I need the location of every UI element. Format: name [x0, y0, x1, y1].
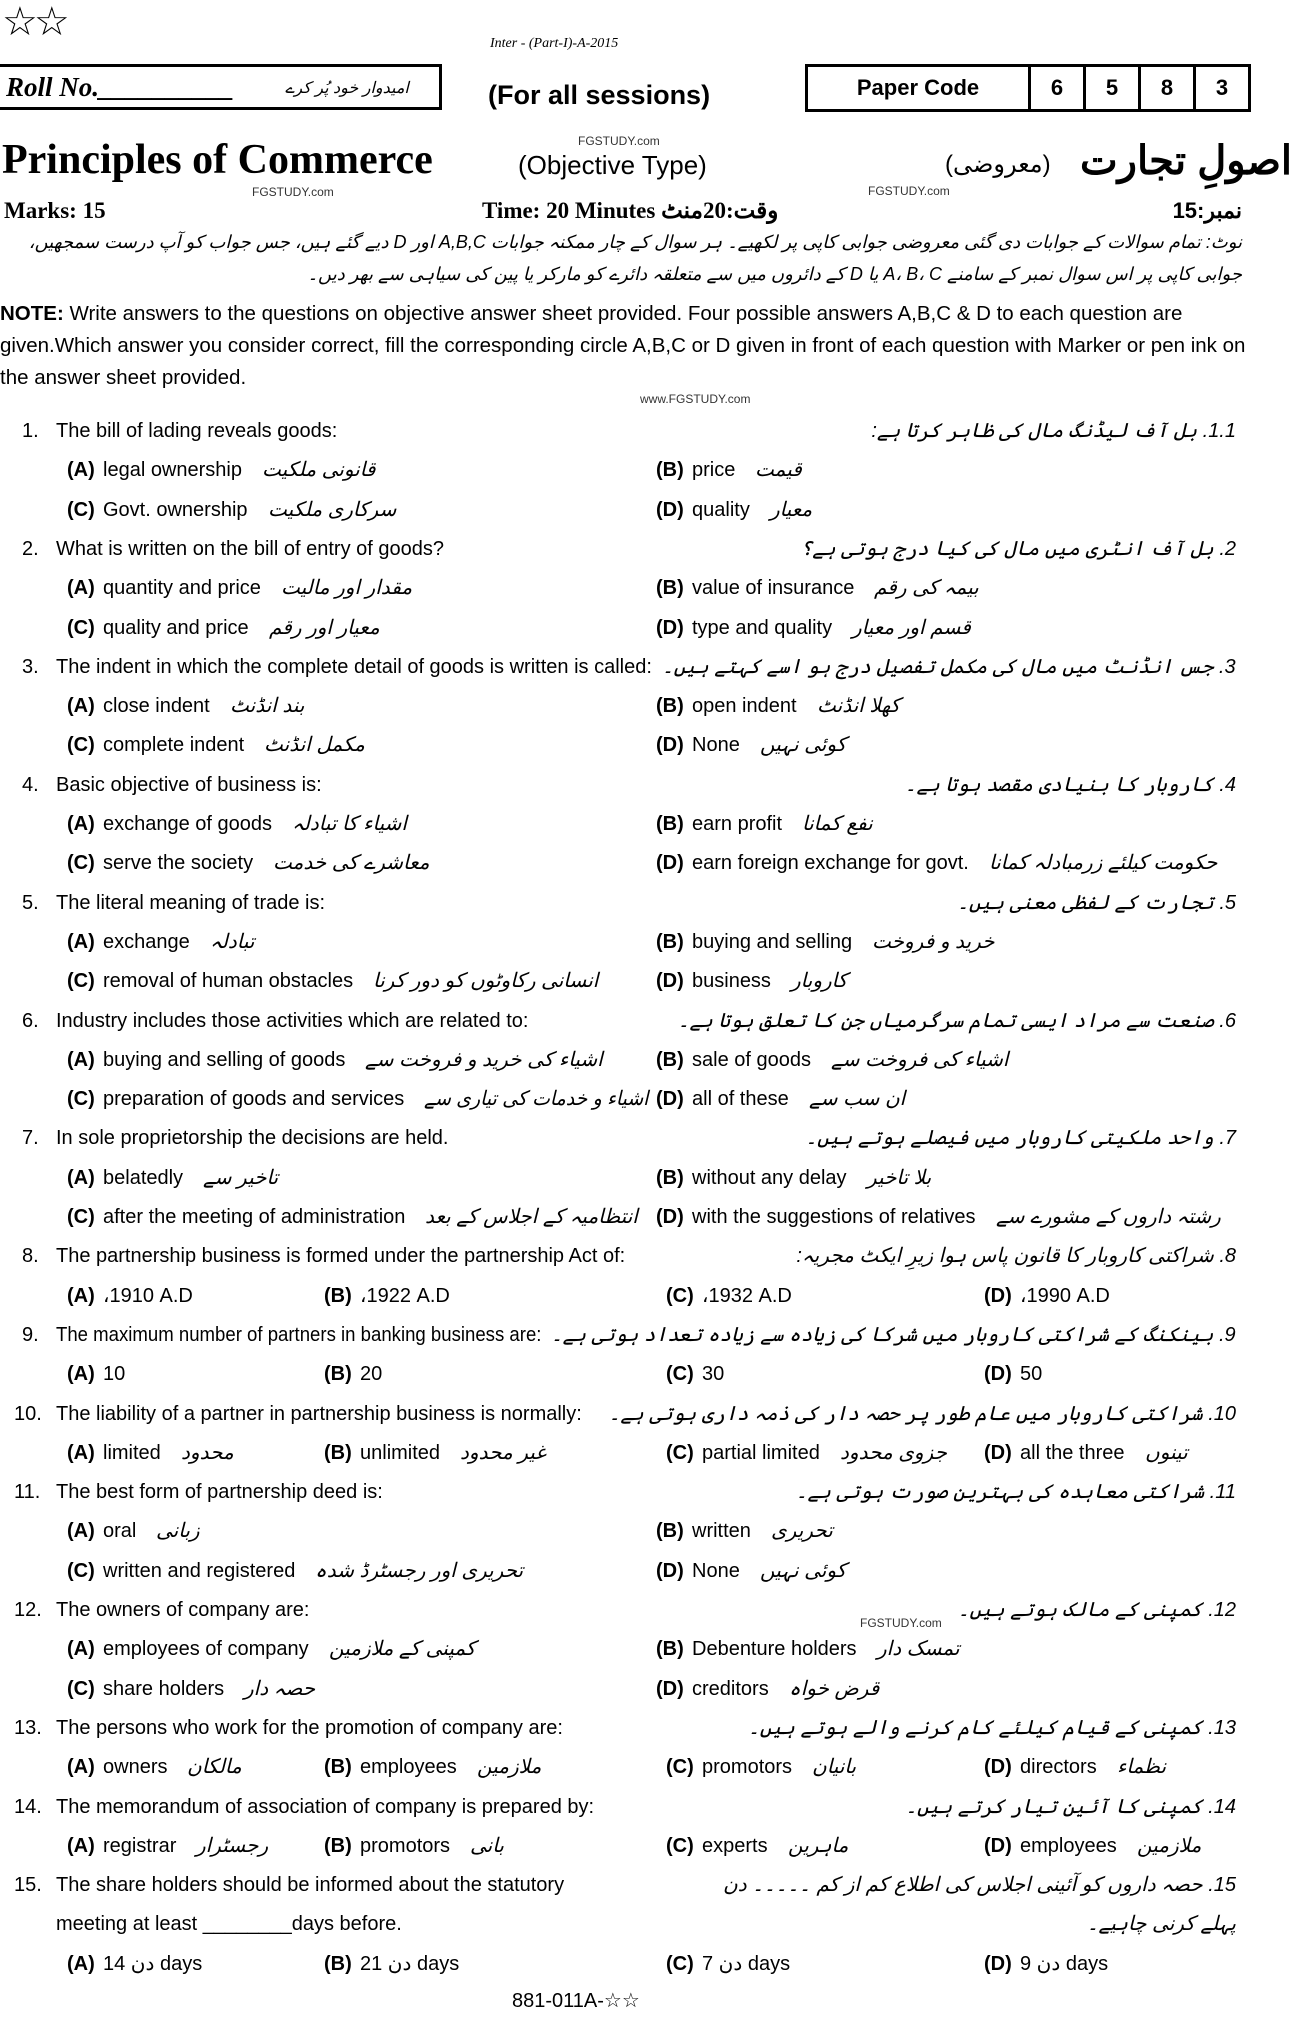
- question-line: [0, 766, 1250, 805]
- option-label[interactable]: (B): [656, 695, 684, 718]
- question-number: 15.: [14, 1874, 42, 1897]
- marks: Marks: 15: [4, 198, 106, 223]
- marks-urdu: نمبر:15: [1172, 198, 1242, 223]
- question-line: [0, 1827, 1250, 1866]
- question-text: Industry includes those activities which are related to:: [56, 1009, 529, 1032]
- option-label[interactable]: (C): [67, 1559, 95, 1582]
- option-text-urdu: مالکان: [187, 1756, 242, 1779]
- option-text-urdu: ماہرین: [788, 1834, 849, 1857]
- question-number: 14.: [14, 1795, 42, 1818]
- option-text[interactable]: serve the society: [103, 852, 254, 875]
- question-line: [0, 1198, 1250, 1237]
- question-text-urdu: 6. صنعت سے مراد ایسی تمام سرگرمیاں جن کا تعلق ہوتا ہے۔: [677, 1009, 1236, 1032]
- question-text: The owners of company are:: [56, 1599, 310, 1621]
- option-text[interactable]: removal of human obstacles: [103, 970, 354, 993]
- option-text[interactable]: دن 21 days: [360, 1952, 460, 1975]
- option-text[interactable]: buying and selling of goods: [103, 1048, 346, 1071]
- option-text[interactable]: directors: [1020, 1756, 1097, 1779]
- question-text: The bill of lading reveals goods:: [56, 420, 338, 442]
- question-number: 11.: [14, 1481, 41, 1504]
- option-label[interactable]: (B): [656, 930, 684, 953]
- question-number: 4.: [22, 773, 39, 796]
- option-label[interactable]: (D): [984, 1952, 1012, 1975]
- option-text[interactable]: ،1990 A.D: [1020, 1284, 1110, 1307]
- option-label[interactable]: (A): [67, 577, 95, 600]
- option-text[interactable]: limited: [103, 1441, 161, 1464]
- option-label[interactable]: (C): [666, 1441, 694, 1464]
- question-number: 6.: [22, 1009, 39, 1032]
- option-text[interactable]: quality: [692, 498, 750, 521]
- option-label[interactable]: (B): [656, 1166, 684, 1189]
- option-label[interactable]: (A): [67, 695, 95, 718]
- question-text: In sole proprietorship the decisions are held.: [56, 1127, 449, 1150]
- question-number: 12.: [14, 1599, 42, 1621]
- option-text[interactable]: 10: [103, 1363, 126, 1386]
- paper-code-digit: 8: [1141, 67, 1196, 109]
- option-label[interactable]: (A): [67, 1166, 95, 1189]
- option-label[interactable]: (B): [656, 1520, 684, 1543]
- option-text-urdu: تحریری: [771, 1520, 833, 1543]
- option-text[interactable]: preparation of goods and services: [103, 1088, 405, 1111]
- instructions: [0, 298, 1248, 394]
- question-text: The memorandum of association of company is prepared by:: [56, 1795, 595, 1818]
- option-text[interactable]: quality and price: [103, 616, 249, 639]
- option-label[interactable]: (D): [656, 1206, 684, 1228]
- option-text-urdu: اشیاء و خدمات کی تیاری سے: [424, 1088, 649, 1111]
- option-text[interactable]: complete indent: [103, 734, 245, 757]
- option-label[interactable]: (B): [656, 577, 684, 600]
- option-text[interactable]: legal ownership: [103, 459, 242, 482]
- option-label[interactable]: (C): [67, 616, 95, 639]
- question-text: The share holders should be informed about the statutory: [56, 1874, 565, 1897]
- paper-code-label: Paper Code: [808, 67, 1031, 109]
- option-label[interactable]: (D): [656, 498, 684, 521]
- question-line: [0, 726, 1250, 765]
- option-text[interactable]: close indent: [103, 695, 210, 718]
- question-line: [0, 1945, 1250, 1984]
- option-label[interactable]: (D): [656, 970, 684, 993]
- option-label[interactable]: (C): [666, 1284, 694, 1307]
- option-text-urdu: حکومت کیلئے زرمبادلہ کمانا: [989, 852, 1218, 875]
- option-text[interactable]: promotors: [702, 1756, 793, 1779]
- question-line: [0, 1119, 1250, 1158]
- option-label[interactable]: (B): [324, 1834, 352, 1857]
- option-text[interactable]: written and registered: [103, 1559, 296, 1582]
- option-label[interactable]: (A): [67, 1048, 95, 1071]
- option-text[interactable]: share holders: [103, 1677, 225, 1700]
- option-text-urdu: معیار: [770, 498, 813, 521]
- option-text-urdu: مکمل انڈنٹ: [264, 734, 365, 757]
- option-text[interactable]: belatedly: [103, 1166, 184, 1189]
- option-label[interactable]: (C): [67, 734, 95, 757]
- question-text-urdu: 11. شراکتی معاہدہ کی بہترین صورت ہوتی ہے۔: [795, 1481, 1236, 1504]
- question-line: [0, 1552, 1250, 1591]
- option-text[interactable]: 20: [360, 1363, 383, 1386]
- option-text-urdu: قانونی ملکیت: [262, 459, 376, 482]
- paper-code-digit: 3: [1196, 67, 1251, 109]
- option-label[interactable]: (D): [984, 1441, 1012, 1464]
- question-line: [0, 687, 1250, 726]
- question-number: 9.: [22, 1323, 39, 1346]
- option-label[interactable]: (A): [67, 1284, 95, 1307]
- question-line: [0, 1277, 1250, 1316]
- paper-code-digit: 6: [1031, 67, 1086, 109]
- question-text-urdu: 8. شراکتی کاروبار کا قانون پاس ہوا زیرِ ایکٹ مجریہ:: [796, 1245, 1236, 1268]
- option-text-urdu: تحریری اور رجسٹرڈ شدہ: [315, 1559, 524, 1582]
- question-text-urdu: 13. کمپنی کے قیام کیلئے کام کرنے والے ہوتے ہیں۔: [748, 1716, 1236, 1739]
- option-text-urdu: حصہ دار: [244, 1677, 316, 1700]
- question-number: 13.: [14, 1716, 42, 1739]
- option-text[interactable]: price: [692, 459, 736, 482]
- option-label[interactable]: (C): [67, 1677, 95, 1700]
- option-text[interactable]: ،1922 A.D: [360, 1284, 450, 1307]
- time-allowed: Time: 20 Minutes وقت:20منٹ: [482, 198, 779, 223]
- option-label[interactable]: (A): [67, 1363, 95, 1386]
- option-text-urdu: رجسٹرار: [196, 1834, 269, 1857]
- option-label[interactable]: (A): [67, 459, 95, 482]
- option-text-urdu: تبادلہ: [210, 930, 255, 953]
- question-line: [0, 1630, 1250, 1669]
- question-text-cont: meeting at least ________days before.: [56, 1913, 402, 1936]
- option-label[interactable]: (B): [324, 1441, 352, 1464]
- question-text-urdu: 10. شراکتی کاروبار میں عام طور پر حصہ دار کی ذمہ داری ہوتی ہے۔: [608, 1402, 1236, 1425]
- option-text-urdu: رشتہ داروں کے مشورے سے: [996, 1206, 1221, 1228]
- option-label[interactable]: (B): [656, 813, 684, 835]
- option-text-urdu: بیمہ کی رقم: [874, 577, 979, 600]
- option-text[interactable]: employees: [1020, 1834, 1117, 1857]
- question-text-urdu: 1.1. بل آف لیڈنگ مال کی ظاہر کرتا ہے:: [871, 420, 1236, 442]
- paper-code-box: [805, 64, 1251, 112]
- option-text-urdu: محدود: [181, 1441, 234, 1464]
- question-line: [0, 1473, 1250, 1512]
- option-label[interactable]: (D): [656, 1559, 684, 1582]
- question-line: [0, 1905, 1250, 1944]
- option-text[interactable]: written: [692, 1520, 751, 1543]
- option-text-urdu: خرید و فروخت: [872, 930, 995, 953]
- option-text-urdu: تینوں: [1145, 1441, 1188, 1464]
- note-label: NOTE:: [0, 302, 64, 325]
- watermark: www.FGSTUDY.com: [640, 392, 751, 406]
- option-text[interactable]: earn foreign exchange for govt.: [692, 852, 969, 875]
- option-label[interactable]: (C): [67, 970, 95, 993]
- option-text[interactable]: 50: [1020, 1363, 1043, 1386]
- question-number: 1.: [22, 420, 39, 442]
- option-label[interactable]: (A): [67, 1952, 95, 1975]
- question-text-urdu: 3. جس انڈنٹ میں مال کی مکمل تفصیل درج ہو اسے کہتے ہیں۔: [662, 655, 1236, 678]
- option-text[interactable]: experts: [702, 1834, 768, 1857]
- question-line: [0, 1591, 1250, 1630]
- option-text[interactable]: دن 7 days: [702, 1952, 791, 1975]
- question-text-urdu: 7. واحد ملکیتی کاروبار میں فیصلے ہوتے ہیں۔: [805, 1127, 1236, 1150]
- question-line: [0, 1709, 1250, 1748]
- option-text[interactable]: buying and selling: [692, 930, 853, 953]
- option-text[interactable]: creditors: [692, 1677, 769, 1700]
- option-label[interactable]: (B): [656, 459, 684, 482]
- option-text[interactable]: employees: [360, 1756, 457, 1779]
- urdu-instructions: نوٹ: تمام سوالات کے جوابات دی گئی معروضی جوابی کاپی پر لکھیے۔ ہر سوال کے چار ممکنہ جوابات A,B,C اور D دیے گئے ہیں، جس جواب کو آپ درست سمجھیں، جوابی کاپی پر اس سوال نمبر کے سامنے A، B، C یا D کے دائروں میں سے متعلقہ دائرے کو مارکر یا پین کی سیاہی سے بھر دیں۔: [28, 232, 1242, 284]
- question-text-urdu: 5. تجارت کے لفظی معنی ہیں۔: [957, 891, 1236, 914]
- question-line: [0, 1512, 1250, 1551]
- option-label[interactable]: (A): [67, 930, 95, 953]
- question-text: The persons who work for the promotion of company are:: [56, 1716, 563, 1739]
- question-line: [0, 412, 1250, 451]
- question-line: [0, 569, 1250, 608]
- question-line: [0, 1237, 1250, 1276]
- option-text[interactable]: دن 14 days: [103, 1952, 203, 1975]
- question-text-urdu: 2. بل آف انٹری میں مال کی کیا درج ہوتی ہے؟: [800, 537, 1236, 560]
- option-text-urdu: تاخیر سے: [203, 1166, 279, 1189]
- option-label[interactable]: (A): [67, 1441, 95, 1464]
- question-line: [0, 923, 1250, 962]
- question-line: [0, 962, 1250, 1001]
- question-line: [0, 1434, 1250, 1473]
- question-text-urdu: 4. کاروبار کا بنیادی مقصد ہوتا ہے۔: [904, 773, 1236, 796]
- question-text: The partnership business is formed under the partnership Act of:: [56, 1245, 626, 1268]
- option-text[interactable]: exchange of goods: [103, 813, 273, 835]
- option-text-urdu: قرض خواہ: [789, 1677, 880, 1700]
- option-label[interactable]: (D): [656, 616, 684, 639]
- option-text-urdu: نظماء: [1117, 1756, 1167, 1779]
- paper-code-digit: 5: [1086, 67, 1141, 109]
- option-text[interactable]: after the meeting of administration: [103, 1206, 406, 1228]
- question-line: [0, 884, 1250, 923]
- stars-mark: ☆☆: [2, 0, 66, 44]
- option-label[interactable]: (D): [984, 1284, 1012, 1307]
- option-text-urdu: کاروبار: [791, 970, 848, 993]
- question-line: [0, 1002, 1250, 1041]
- option-text[interactable]: None: [692, 734, 740, 757]
- option-text[interactable]: type and quality: [692, 616, 833, 639]
- option-text[interactable]: all of these: [692, 1088, 789, 1111]
- question-line: [0, 1041, 1250, 1080]
- question-line: [0, 1866, 1250, 1905]
- question-text-urdu-cont: پہلے کرنی چاہیے۔: [1086, 1913, 1236, 1936]
- option-text-urdu: ملازمین: [477, 1756, 542, 1779]
- option-text-urdu: جزوی محدود: [840, 1441, 947, 1464]
- note-text: Write answers to the questions on objective answer sheet provided. Four possible answers A,B,C & D to each question are given.Which answer you consider correct, fill the corresponding circle A,B,C or D given in front of each question with Marker or pen ink on the answer sheet provided.: [0, 302, 1246, 389]
- question-line: [0, 491, 1250, 530]
- option-label[interactable]: (D): [984, 1363, 1012, 1386]
- question-line: [0, 1670, 1250, 1709]
- option-text[interactable]: دن 9 days: [1020, 1952, 1109, 1975]
- option-text-urdu: کمپنی کے ملازمین: [329, 1638, 476, 1661]
- question-line: [0, 1080, 1250, 1119]
- option-text-urdu: کھلا انڈنٹ: [817, 695, 901, 718]
- question-text: The literal meaning of trade is:: [56, 891, 326, 914]
- option-label[interactable]: (C): [666, 1756, 694, 1779]
- option-text-urdu: کوئی نہیں: [760, 1559, 847, 1582]
- question-text: Basic objective of business is:: [56, 773, 322, 796]
- option-label[interactable]: (C): [666, 1952, 694, 1975]
- option-label[interactable]: (C): [67, 1206, 95, 1228]
- option-text-urdu: بند انڈنٹ: [230, 695, 305, 718]
- paper-type: (Objective Type): [518, 150, 707, 180]
- option-text[interactable]: partial limited: [702, 1441, 820, 1464]
- option-label[interactable]: (D): [984, 1834, 1012, 1857]
- option-text[interactable]: Debenture holders: [692, 1638, 857, 1661]
- option-label[interactable]: (C): [67, 1088, 95, 1111]
- paper-title: Principles of Commerce: [2, 137, 433, 183]
- question-line: [0, 805, 1250, 844]
- question-line: [0, 1395, 1250, 1434]
- option-label[interactable]: (B): [324, 1952, 352, 1975]
- option-text-urdu: بانیان: [812, 1756, 857, 1779]
- option-text[interactable]: owners: [103, 1756, 168, 1779]
- option-text-urdu: قسم اور معیار: [852, 616, 971, 639]
- option-text-urdu: تمسک دار: [877, 1638, 960, 1661]
- option-text-urdu: کوئی نہیں: [760, 734, 847, 757]
- option-text[interactable]: open indent: [692, 695, 797, 718]
- option-label[interactable]: (D): [656, 1088, 684, 1111]
- option-text[interactable]: exchange: [103, 930, 190, 953]
- option-label[interactable]: (B): [324, 1756, 352, 1779]
- option-text[interactable]: unlimited: [360, 1441, 441, 1464]
- option-text-urdu: بانی: [470, 1834, 504, 1857]
- option-text-urdu: زبانی: [156, 1520, 200, 1543]
- watermark: FGSTUDY.com: [868, 184, 950, 198]
- question-line: [0, 1316, 1250, 1355]
- question-text-urdu: 9. بینکنگ کے شراکتی کاروبار میں شرکا کی زیادہ سے زیادہ تعداد ہوتی ہے۔: [551, 1323, 1236, 1346]
- option-label[interactable]: (A): [67, 1520, 95, 1543]
- option-text[interactable]: 30: [702, 1363, 725, 1386]
- question-text: The indent in which the complete detail of goods is written is called:: [56, 655, 652, 678]
- option-label[interactable]: (C): [67, 852, 95, 875]
- option-text-urdu: انتظامیہ کے اجلاس کے بعد: [425, 1206, 638, 1228]
- question-text-urdu: 14. کمپنی کا آئین تیار کرتے ہیں۔: [905, 1795, 1236, 1818]
- option-text[interactable]: with the suggestions of relatives: [692, 1206, 976, 1228]
- session-line: Inter - (Part-I)-A-2015: [490, 36, 619, 51]
- option-text-urdu: اشیاء کی خرید و فروخت سے: [365, 1048, 603, 1071]
- for-all-sessions: (For all sessions): [488, 80, 711, 110]
- option-text-urdu: انسانی رکاوٹوں کو دور کرنا: [373, 970, 599, 993]
- option-label[interactable]: (D): [656, 1677, 684, 1700]
- question-line: [0, 648, 1250, 687]
- option-label[interactable]: (B): [656, 1048, 684, 1071]
- option-label[interactable]: (C): [67, 498, 95, 521]
- question-number: 5.: [22, 891, 39, 914]
- question-text: The best form of partnership deed is:: [56, 1481, 383, 1504]
- option-label[interactable]: (A): [67, 1834, 95, 1857]
- question-line: [0, 609, 1250, 648]
- question-text: The liability of a partner in partnership business is normally:: [56, 1402, 582, 1425]
- option-text-urdu: بلا تاخیر: [867, 1166, 932, 1189]
- option-label[interactable]: (D): [656, 734, 684, 757]
- option-text-urdu: ان سب سے: [809, 1088, 906, 1111]
- question-number: 2.: [22, 537, 39, 560]
- option-text[interactable]: without any delay: [692, 1166, 847, 1189]
- option-label[interactable]: (C): [666, 1834, 694, 1857]
- watermark: FGSTUDY.com: [578, 134, 660, 148]
- watermark: FGSTUDY.com: [252, 185, 334, 199]
- roll-number-label: Roll No.__________: [6, 72, 235, 102]
- paper-title-urdu: اصولِ تجارت: [1080, 139, 1292, 183]
- option-text[interactable]: all the three: [1020, 1441, 1125, 1464]
- option-label[interactable]: (A): [67, 1756, 95, 1779]
- option-text-urdu: غیر محدود: [460, 1441, 546, 1464]
- option-text[interactable]: ،1932 A.D: [702, 1284, 792, 1307]
- option-text[interactable]: oral: [103, 1520, 137, 1543]
- question-line: [0, 1748, 1250, 1787]
- roll-number-urdu: امیدوار خود پُر کرے: [285, 80, 409, 97]
- option-text[interactable]: promotors: [360, 1834, 451, 1857]
- option-label[interactable]: (B): [324, 1363, 352, 1386]
- question-number: 7.: [22, 1127, 39, 1150]
- question-line: [0, 844, 1250, 883]
- question-text-urdu: 15. حصہ داروں کو آئینی اجلاس کی اطلاع کم از کم ۔۔۔۔۔ دن: [723, 1874, 1236, 1897]
- option-text[interactable]: ،1910 A.D: [103, 1284, 193, 1307]
- option-label[interactable]: (A): [67, 813, 95, 835]
- question-line: [0, 1355, 1250, 1394]
- option-text[interactable]: business: [692, 970, 771, 993]
- question-line: [0, 451, 1250, 490]
- option-label[interactable]: (D): [984, 1756, 1012, 1779]
- option-text-urdu: ملازمین: [1137, 1834, 1202, 1857]
- option-text[interactable]: sale of goods: [692, 1048, 811, 1071]
- paper-type-urdu: (معروضی): [945, 151, 1051, 178]
- option-label[interactable]: (D): [656, 852, 684, 875]
- option-text-urdu: معاشرے کی خدمت: [273, 852, 430, 875]
- option-text[interactable]: employees of company: [103, 1638, 309, 1661]
- question-text-urdu: 12. کمپنی کے مالک ہوتے ہیں۔: [957, 1599, 1236, 1621]
- question-number: 10.: [14, 1402, 42, 1425]
- option-text-urdu: نفع کمانا: [802, 813, 873, 835]
- option-text-urdu: سرکاری ملکیت: [268, 498, 397, 521]
- option-text[interactable]: registrar: [103, 1834, 177, 1857]
- option-text[interactable]: value of insurance: [692, 577, 855, 600]
- option-text-urdu: معیار اور رقم: [269, 616, 380, 639]
- watermark: FGSTUDY.com: [860, 1616, 942, 1630]
- option-text[interactable]: quantity and price: [103, 577, 261, 600]
- option-text-urdu: اشیاء کا تبادلہ: [292, 813, 407, 835]
- option-text-urdu: مقدار اور مالیت: [281, 577, 413, 600]
- question-text: The maximum number of partners in banking business are:: [56, 1323, 542, 1346]
- question-line: [0, 1159, 1250, 1198]
- question-line: [0, 530, 1250, 569]
- option-label[interactable]: (A): [67, 1638, 95, 1661]
- option-text-urdu: قیمت: [755, 459, 802, 482]
- question-number: 8.: [22, 1245, 39, 1268]
- question-text: What is written on the bill of entry of goods?: [56, 537, 444, 560]
- option-text-urdu: اشیاء کی فروخت سے: [831, 1048, 1009, 1071]
- question-number: 3.: [22, 655, 39, 678]
- footer-code: 881-011A-☆☆: [512, 1990, 640, 2012]
- option-text[interactable]: Govt. ownership: [103, 498, 248, 521]
- option-text[interactable]: earn profit: [692, 813, 783, 835]
- option-label[interactable]: (B): [324, 1284, 352, 1307]
- option-label[interactable]: (B): [656, 1638, 684, 1661]
- question-line: [0, 1788, 1250, 1827]
- option-label[interactable]: (C): [666, 1363, 694, 1386]
- option-text[interactable]: None: [692, 1559, 740, 1582]
